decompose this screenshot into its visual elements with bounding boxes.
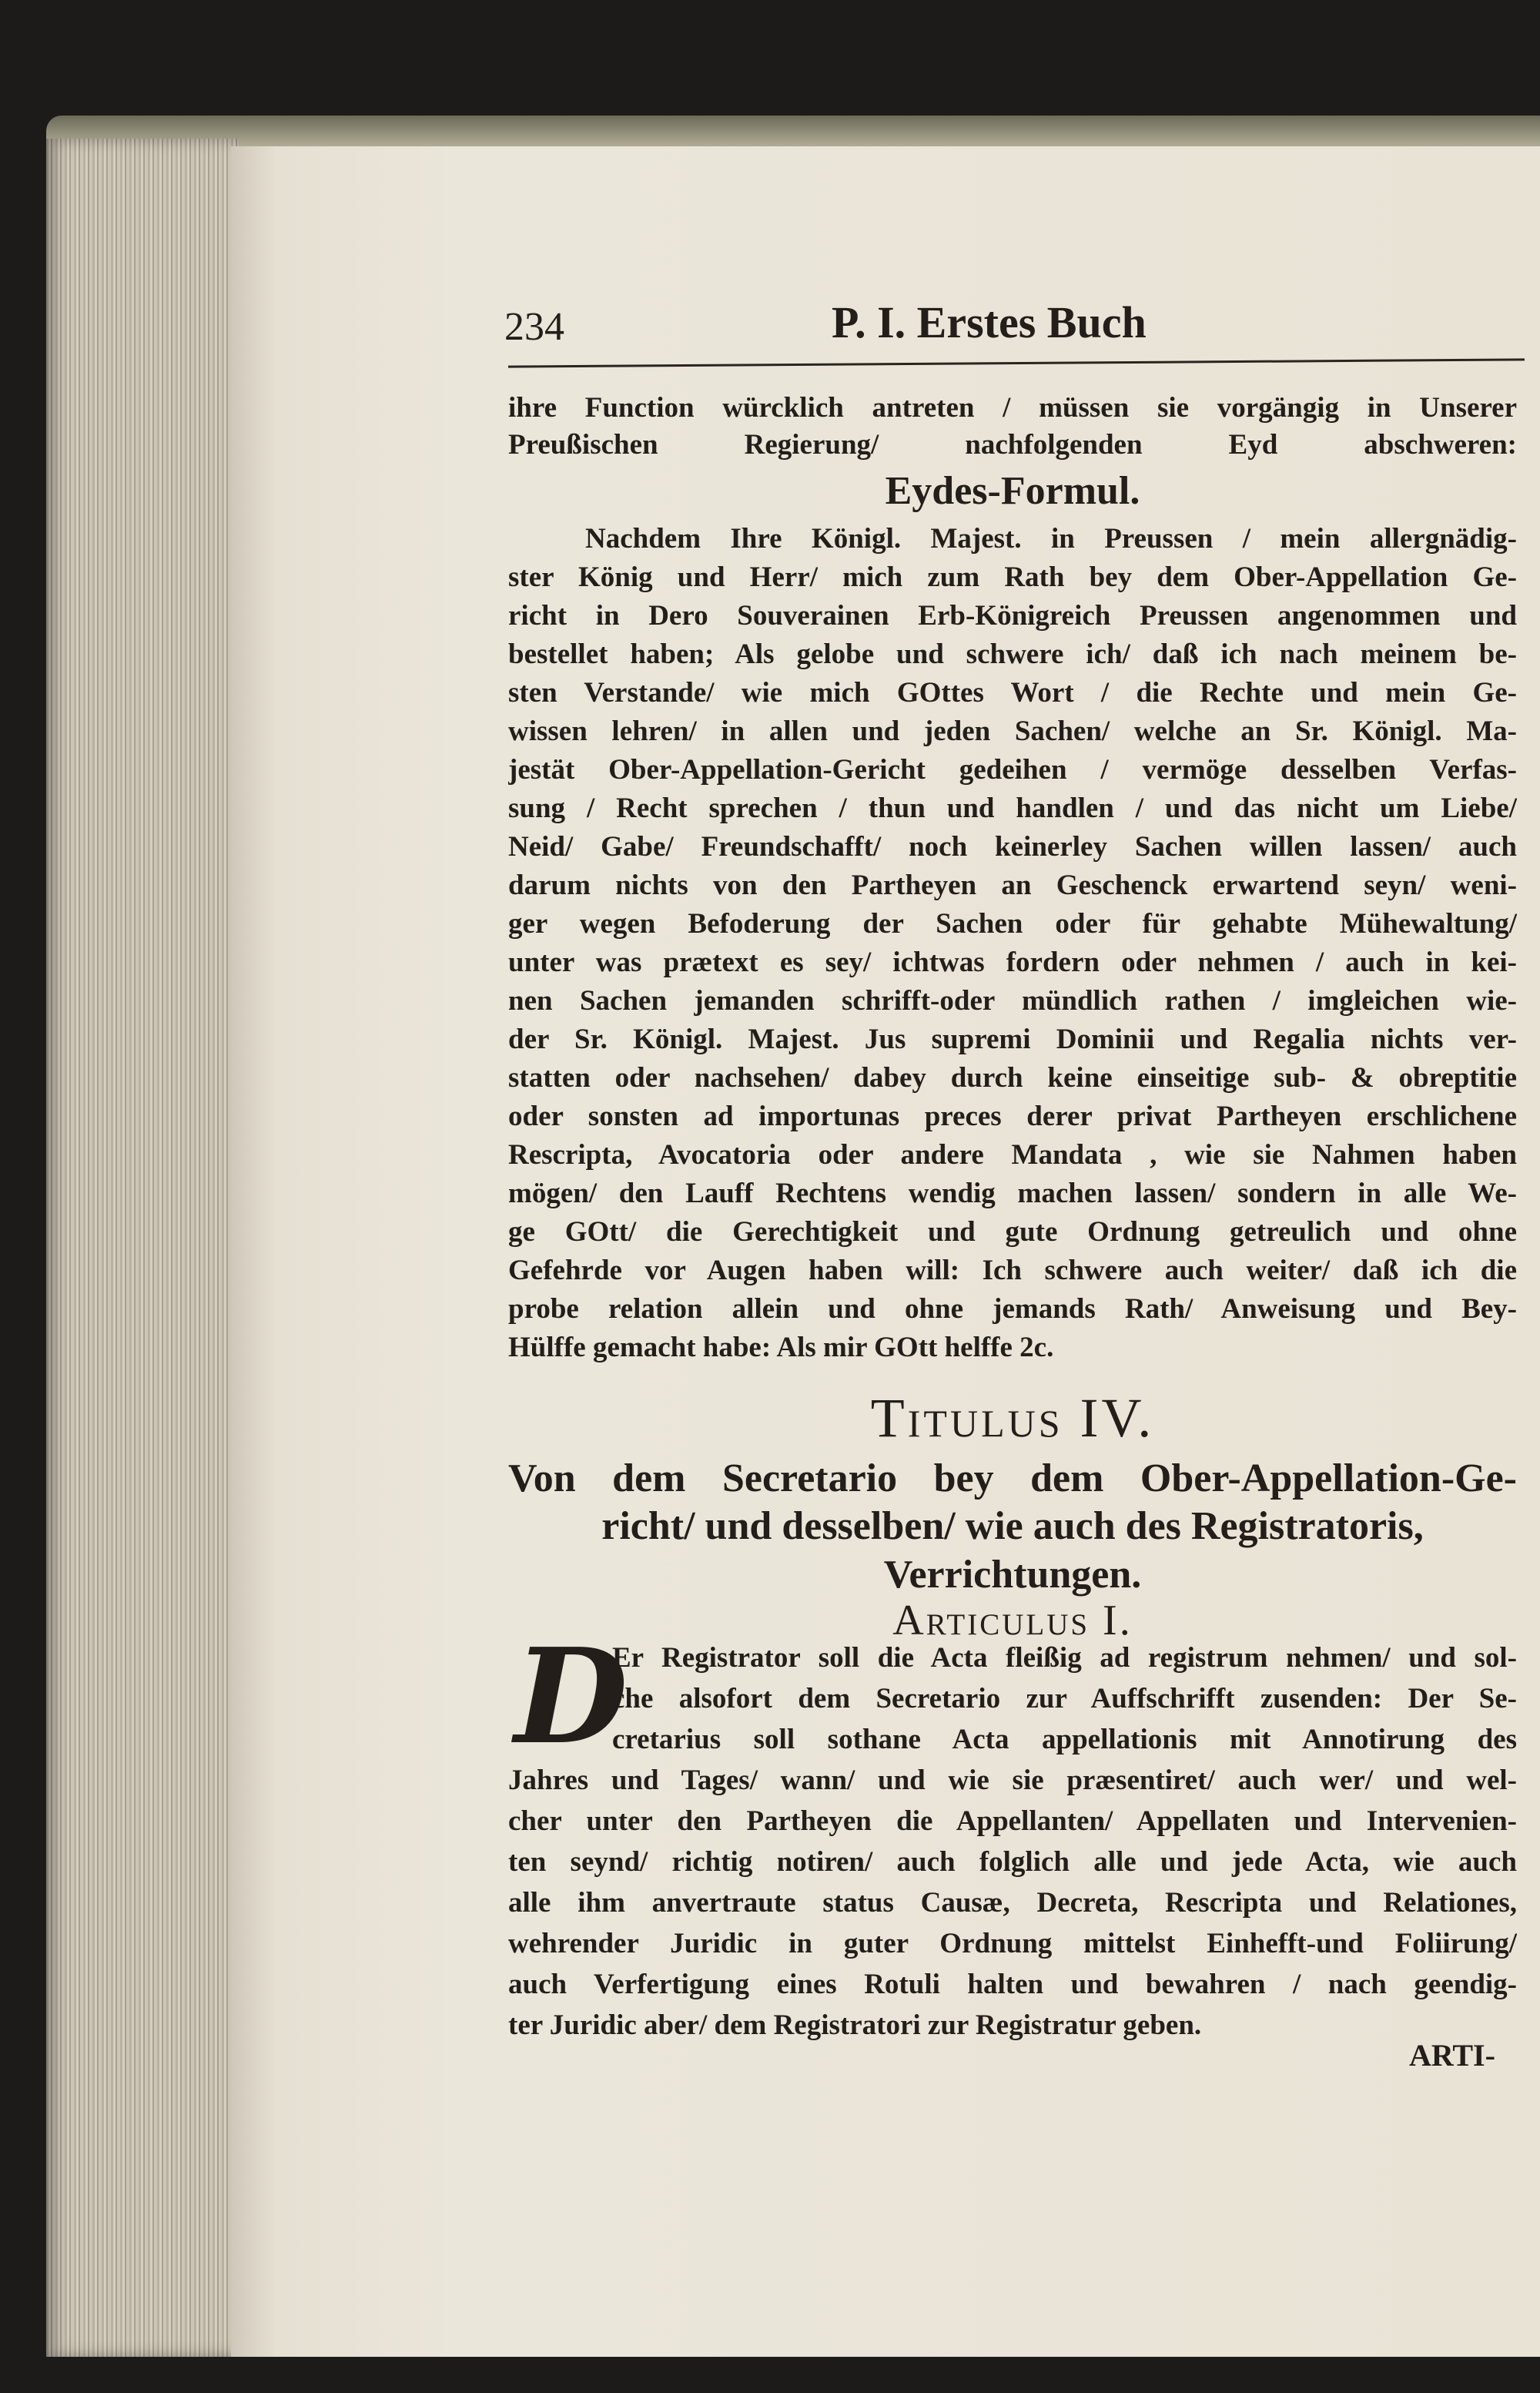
titulus-heading-line: Verrichtungen. <box>883 1553 1142 1597</box>
catchword: ARTI- <box>1409 2038 1495 2073</box>
text-line: ter Juridic aber/ dem Registratori zur Registratur geben. <box>508 2009 1202 2041</box>
text-line: Jahres und Tages/ wann/ und wie sie præsentiret/ auch wer/ und wel- <box>508 1765 1517 1796</box>
text-line: Er Registrator soll die Acta fleißig ad registrum nehmen/ und sol- <box>612 1642 1517 1674</box>
text-line: nen Sachen jemanden schrifft-oder mündlich rathen / imgleichen wie- <box>508 985 1517 1017</box>
text-line: Gefehrde vor Augen haben will: Ich schwere auch weiter/ daß ich die <box>508 1255 1517 1286</box>
text-line: ge GOtt/ die Gerechtigkeit und gute Ordnung getreulich und ohne <box>508 1216 1517 1248</box>
text-line: oder sonsten ad importunas preces derer privat Partheyen erschlichene <box>508 1101 1517 1132</box>
text-line: Rescripta, Avocatoria oder andere Mandata , wie sie Nahmen haben <box>508 1139 1517 1171</box>
page-edges <box>46 139 239 2357</box>
text-line: che alsofort dem Secretario zur Auffschrifft zusenden: Der Se- <box>612 1683 1517 1714</box>
text-line: cretarius soll sothane Acta appellationis mit Annotirung des <box>612 1724 1517 1755</box>
text-line: alle ihm anvertraute status Causæ, Decreta, Rescripta und Relationes, <box>508 1887 1517 1919</box>
background-bottom <box>0 2357 1540 2393</box>
text-line: probe relation allein und ohne jemands Rath/ Anweisung und Bey- <box>508 1293 1517 1325</box>
text-line: sung / Recht sprechen / thun und handlen / und das nicht um Liebe/ <box>508 793 1517 824</box>
text-line: bestellet haben; Als gelobe und schwere ich/ daß ich nach meinem be- <box>508 638 1517 670</box>
text-line: auch Verfertigung eines Rotuli halten und bewahren / nach geendig- <box>508 1969 1517 2000</box>
oath-heading: Eydes-Formul. <box>885 469 1140 513</box>
titulus-heading-line: richt/ und desselben/ wie auch des Registratoris, <box>601 1504 1424 1548</box>
text-line: unter was prætext es sey/ ichtwas fordern oder nehmen / auch in kei- <box>508 947 1517 978</box>
text-line: ster König und Herr/ mich zum Rath bey dem Ober-Appellation Ge- <box>508 561 1517 593</box>
text-line: mögen/ den Lauff Rechtens wendig machen lassen/ sondern in alle We- <box>508 1178 1517 1209</box>
text-line: darum nichts von den Partheyen an Geschenck erwartend seyn/ weni- <box>508 870 1517 901</box>
drop-cap: D <box>514 1620 628 1774</box>
articulus-label: Articulus I. <box>892 1597 1133 1644</box>
text-line: cher unter den Partheyen die Appellanten/ Appellaten und Intervenien- <box>508 1805 1517 1837</box>
text-line: ger wegen Befoderung der Sachen oder für gehabte Mühewaltung/ <box>508 908 1517 940</box>
text-line: wissen lehren/ in allen und jeden Sachen/ welche an Sr. Königl. Ma- <box>508 716 1517 747</box>
text-line: ihre Function würcklich antreten / müssen sie vorgängig in Unserer <box>508 392 1517 424</box>
text-line: Hülffe gemacht habe: Als mir GOtt helffe 2c. <box>508 1332 1054 1363</box>
text-line: jestät Ober-Appellation-Gericht gedeihen / vermöge desselben Verfas- <box>508 754 1517 786</box>
text-line: Neid/ Gabe/ Freundschafft/ noch keinerley Sachen willen lassen/ auch <box>508 831 1517 863</box>
text-line: sten Verstande/ wie mich GOttes Wort / die Rechte und mein Ge- <box>508 677 1517 709</box>
text-line: Nachdem Ihre Königl. Majest. in Preussen / mein allergnädig- <box>585 523 1517 555</box>
text-line: ten seynd/ richtig notiren/ auch folglich alle und jede Acta, wie auch <box>508 1846 1517 1878</box>
titulus-heading-line: Von dem Secretario bey dem Ober-Appellation-Ge- <box>508 1456 1517 1500</box>
page-number: 234 <box>504 305 564 349</box>
titulus-label: Titulus IV. <box>870 1387 1155 1449</box>
text-line: Preußischen Regierung/ nachfolgenden Eyd abschweren: <box>508 429 1517 461</box>
text-line: richt in Dero Souverainen Erb-Königreich Preussen angenommen und <box>508 600 1517 632</box>
text-line: wehrender Juridic in guter Ordnung mittelst Einhefft-und Foliirung/ <box>508 1928 1517 1959</box>
running-title: P. I. Erstes Buch <box>832 297 1147 347</box>
text-line: der Sr. Königl. Majest. Jus supremi Dominii und Regalia nichts ver- <box>508 1024 1517 1055</box>
text-line: statten oder nachsehen/ dabey durch keine einseitige sub- & obreptitie <box>508 1062 1517 1094</box>
